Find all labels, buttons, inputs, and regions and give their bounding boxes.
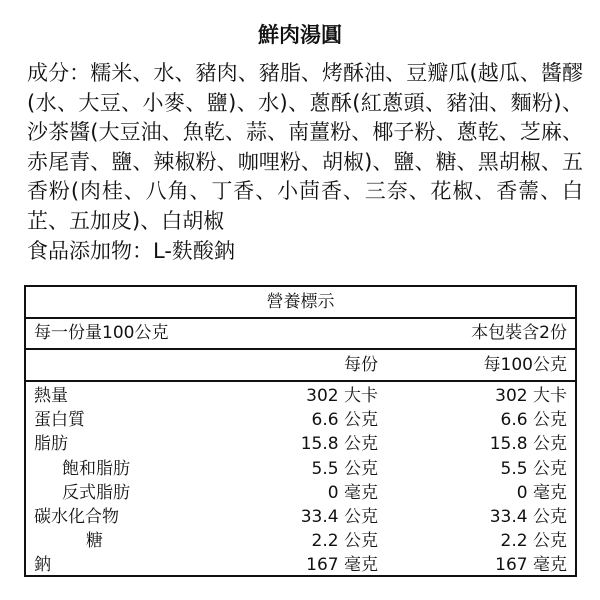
nutrient-per-serving: 0 毫克	[327, 482, 378, 503]
nutrition-title: 營養標示	[266, 292, 335, 312]
divider	[26, 380, 575, 382]
nutrient-per-100g: 0 毫克	[516, 482, 567, 503]
nutrient-name: 飽和脂肪	[62, 458, 130, 479]
nutrient-name: 鈉	[34, 555, 51, 576]
nutrient-per-serving: 302 大卡	[306, 386, 378, 406]
nutrient-per-100g: 167 毫克	[495, 555, 567, 576]
divider	[26, 317, 575, 319]
header-per-serving: 每份	[344, 355, 378, 375]
nutrient-name: 蛋白質	[34, 410, 85, 431]
nutrient-per-100g: 33.4 公克	[489, 507, 567, 527]
additives-text: 食品添加物：L-麩酸鈉	[27, 239, 235, 263]
nutrient-name: 脂肪	[34, 434, 68, 455]
nutrient-per-100g: 302 大卡	[495, 386, 567, 406]
servings-per-package: 本包裝含2份	[471, 323, 567, 343]
nutrient-per-serving: 167 毫克	[306, 555, 378, 576]
nutrient-per-100g: 15.8 公克	[489, 434, 567, 455]
product-title: 鮮肉湯圓	[258, 23, 342, 47]
nutrient-per-serving: 5.5 公克	[311, 458, 378, 479]
nutrient-name: 碳水化合物	[34, 507, 119, 527]
nutrient-per-serving: 6.6 公克	[311, 410, 378, 431]
nutrition-panel	[24, 285, 577, 577]
serving-size: 每一份量100公克	[34, 323, 169, 343]
header-per-100g: 每100公克	[483, 355, 567, 375]
divider	[26, 348, 575, 350]
nutrient-per-100g: 2.2 公克	[500, 531, 567, 552]
ingredients-text: 成分：糯米、水、豬肉、豬脂、烤酥油、豆瓣瓜(越瓜、醬醪(水、大豆、小麥、鹽)、水)、蔥酥(紅蔥頭、豬油、麵粉)、沙茶醬(大豆油、魚乾、蒜、南薑粉、椰子粉、蔥乾、芝麻、赤尾青、鹽、辣椒粉、咖哩粉、胡椒)、鹽、糖、黑胡椒、五香粉(肉桂、八角、丁香、小茴香、三奈、花椒、香薷、白芷、五加皮)、白胡椒	[27, 61, 583, 233]
nutrient-name: 反式脂肪	[62, 482, 130, 503]
nutrient-per-serving: 2.2 公克	[311, 531, 378, 552]
nutrient-name: 糖	[86, 531, 103, 552]
nutrient-per-serving: 33.4 公克	[300, 507, 378, 527]
nutrient-per-100g: 6.6 公克	[500, 410, 567, 431]
nutrient-per-100g: 5.5 公克	[500, 458, 567, 479]
nutrient-per-serving: 15.8 公克	[300, 434, 378, 455]
nutrient-name: 熱量	[34, 386, 68, 406]
